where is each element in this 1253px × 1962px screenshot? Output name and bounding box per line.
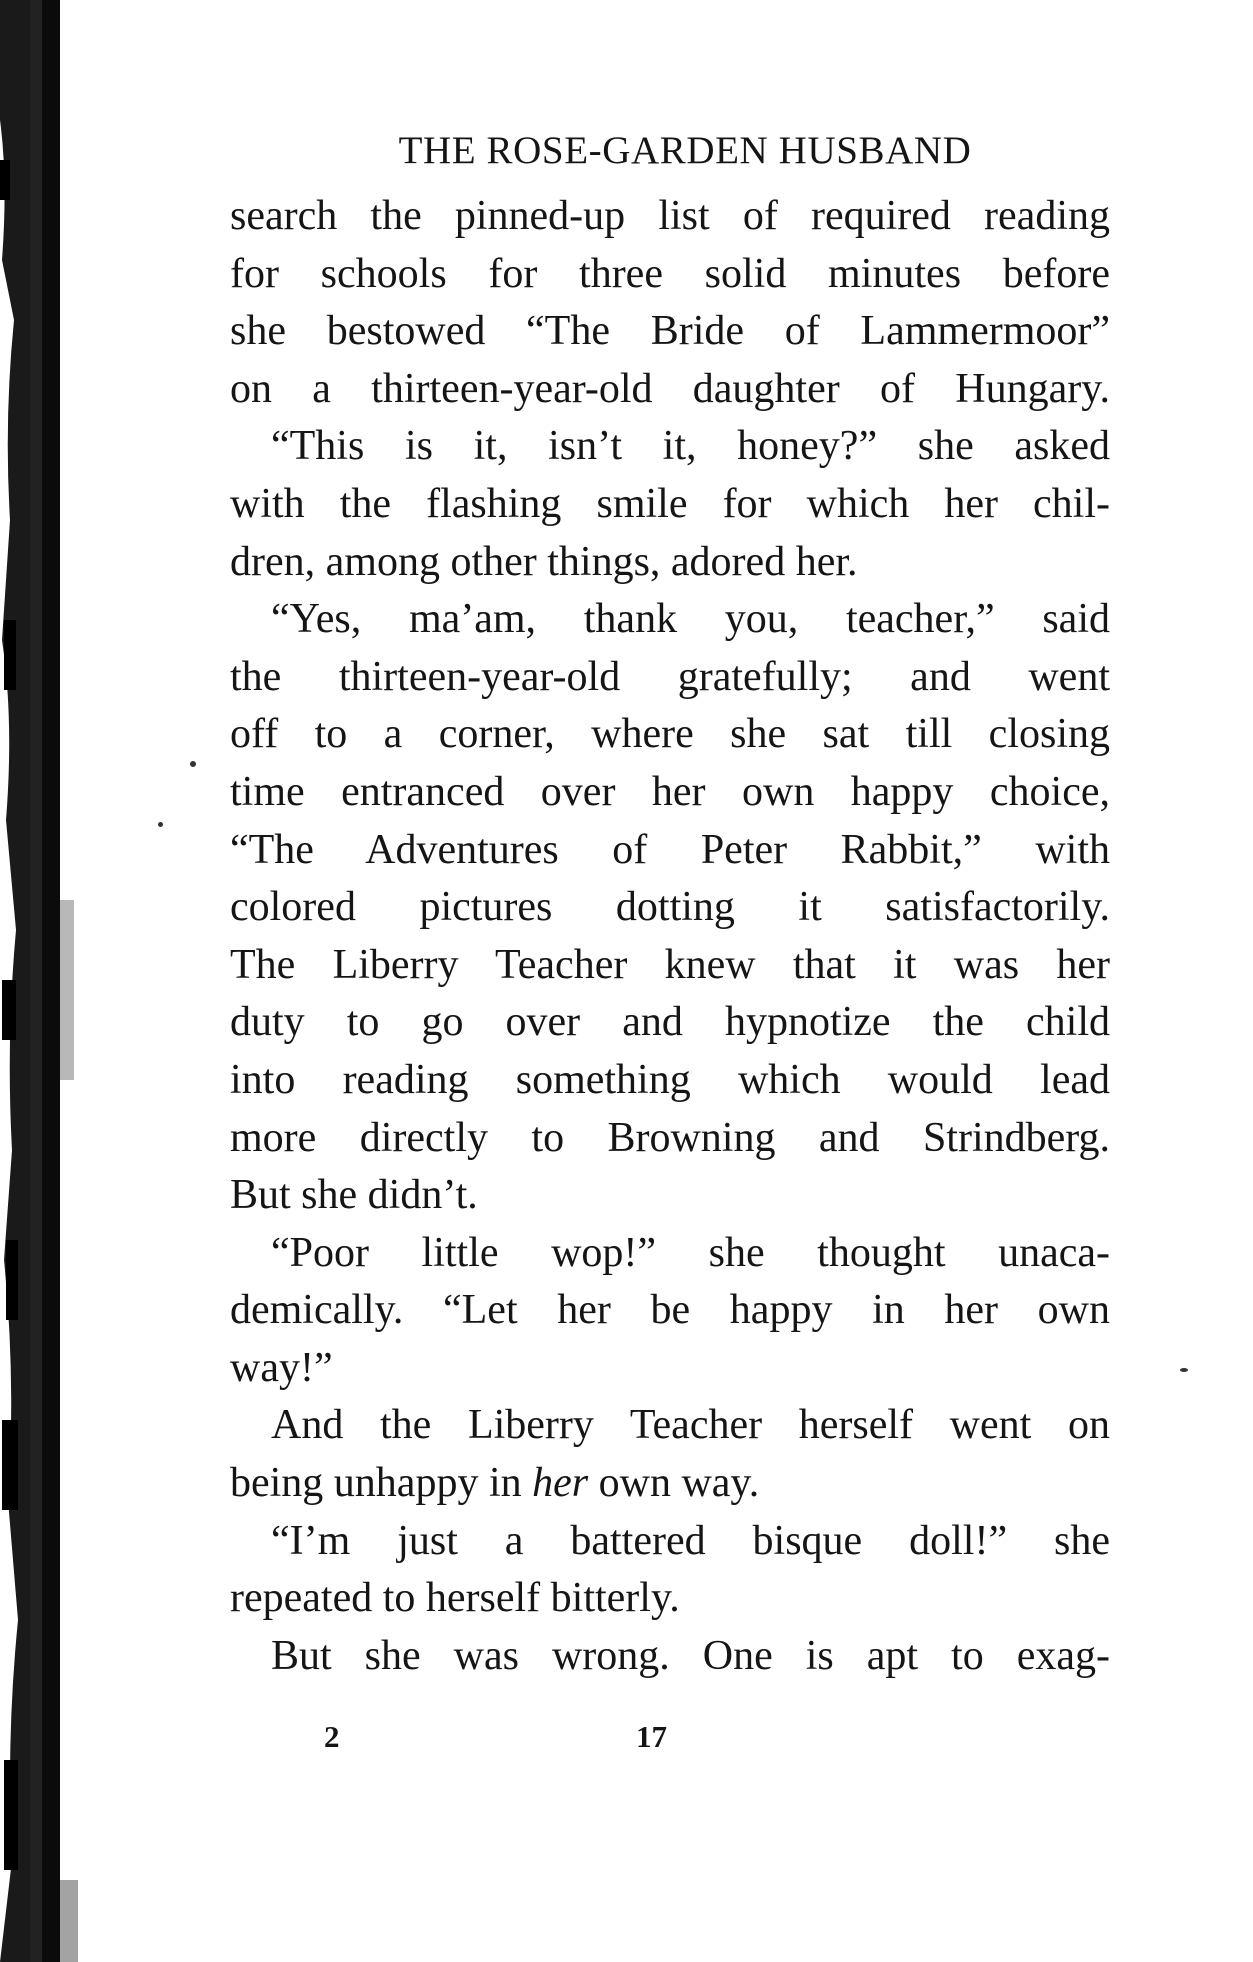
body-text	[230, 188, 1110, 1685]
text-line: being unhappy in her own way.	[230, 1460, 760, 1507]
page-content	[230, 120, 1110, 1685]
text-line: into reading something which would lead	[230, 1056, 1110, 1103]
text-line: But she didn’t.	[230, 1172, 478, 1219]
text-line: on a thirteen-year-old daughter of Hungary.	[230, 365, 1110, 412]
text-line: repeated to herself bitterly.	[230, 1575, 680, 1622]
text-line: dren, among other things, adored her.	[230, 538, 858, 585]
text-line: with the flashing smile for which her chil-	[230, 480, 1110, 527]
text-line: duty to go over and hypnotize the child	[230, 999, 1110, 1046]
text-line: “This is it, isn’t it, honey?” she asked	[271, 423, 1110, 470]
text-line: search the pinned-up list of required reading	[230, 193, 1110, 239]
text-line: “The Adventures of Peter Rabbit,” with	[230, 826, 1110, 873]
ink-speck	[190, 761, 196, 767]
binding-shadow	[0, 0, 80, 1962]
text-line: she bestowed “The Bride of Lammermoor”	[230, 308, 1110, 355]
text-line: way!”	[230, 1344, 333, 1391]
text-line: colored pictures dotting it satisfactorily.	[230, 884, 1110, 931]
text-line: The Liberry Teacher knew that it was her	[230, 941, 1110, 988]
text-line: for schools for three solid minutes before	[230, 250, 1110, 297]
running-head: THE ROSE-GARDEN HUSBAND	[398, 129, 972, 172]
text-line: “Yes, ma’am, thank you, teacher,” said	[271, 596, 1110, 643]
ink-speck	[1180, 1368, 1188, 1372]
text-line: “I’m just a battered bisque doll!” she	[271, 1517, 1110, 1564]
text-line: “Poor little wop!” she thought unaca-	[271, 1229, 1110, 1276]
page-number: 17	[636, 1719, 667, 1754]
text-line: off to a corner, where she sat till closing	[230, 711, 1110, 758]
text-line: more directly to Browning and Strindberg.	[230, 1114, 1110, 1161]
signature-mark: 2	[324, 1719, 340, 1754]
page-footer	[0, 1719, 1253, 1759]
text-line: And the Liberry Teacher herself went on	[271, 1402, 1110, 1449]
text-line: demically. “Let her be happy in her own	[230, 1287, 1110, 1334]
text-line: time entranced over her own happy choice,	[230, 768, 1110, 815]
ink-speck	[158, 822, 163, 827]
text-line: the thirteen-year-old gratefully; and went	[230, 653, 1110, 700]
text-line: But she was wrong. One is apt to exag-	[271, 1632, 1110, 1679]
